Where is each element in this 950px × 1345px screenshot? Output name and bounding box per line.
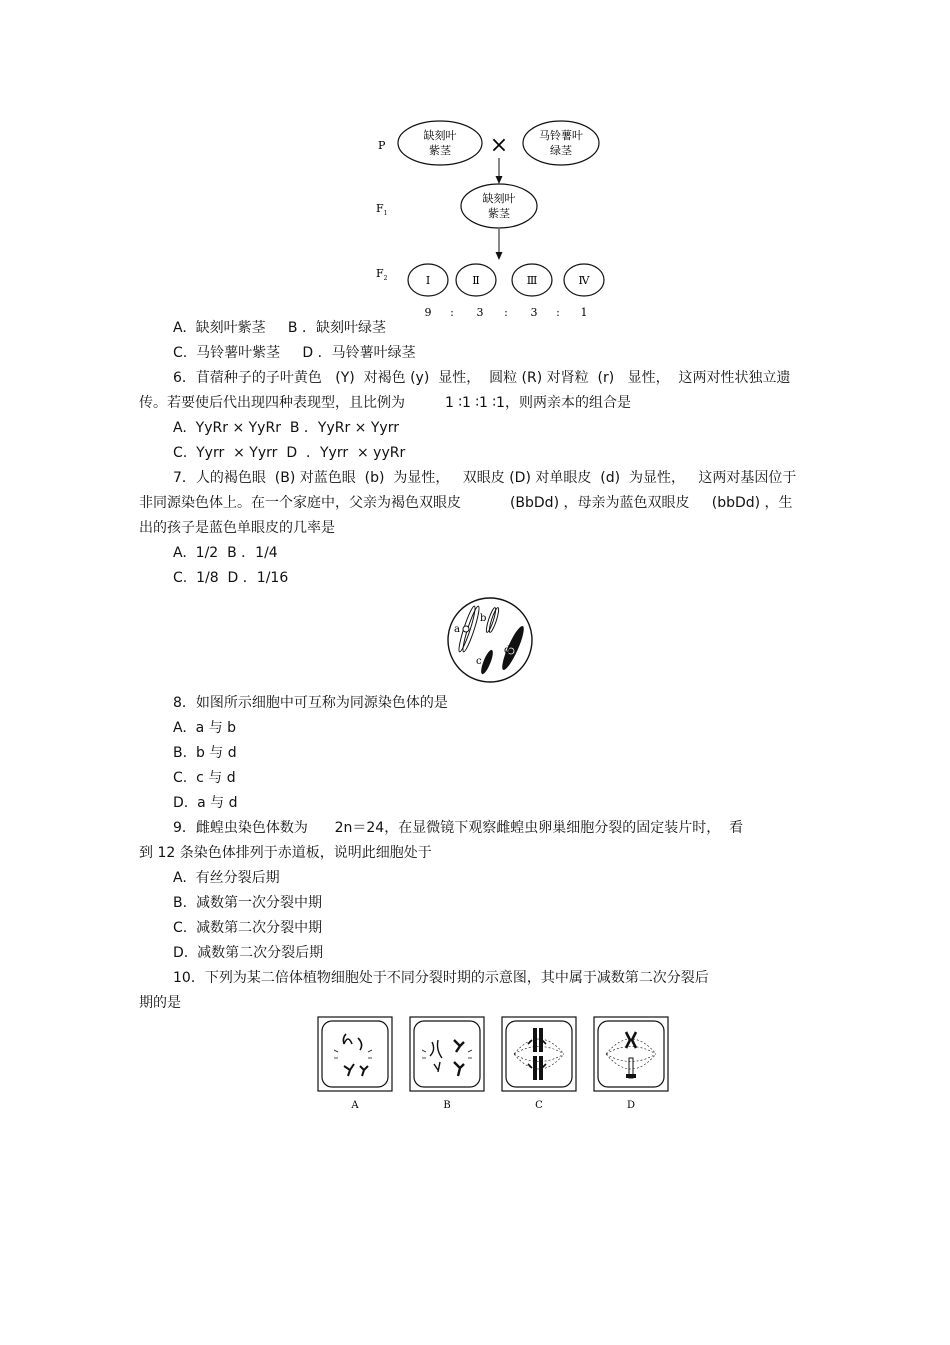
q6-options-ab: A. YyRr × YyRr B ．YyRr × Yyrr — [173, 420, 399, 436]
cross-diagram — [360, 108, 620, 320]
ratio-6: 1 — [580, 306, 588, 319]
q5-options-row2: C. 马铃薯叶紫茎 D ．马铃薯叶绿茎 — [173, 345, 416, 361]
f2-type-3: Ⅲ — [526, 274, 538, 287]
plant-cell-b — [410, 1017, 484, 1091]
ratio-5: : — [556, 306, 560, 319]
plant-cell-d — [594, 1017, 668, 1091]
plant-cell-a — [318, 1017, 392, 1091]
parent1-line1: 缺刻叶 — [423, 129, 457, 142]
figure-label-d: D — [626, 1100, 636, 1111]
q8-option-c: C. c 与 d — [173, 770, 236, 786]
q7-options-cd: C. 1/8 D ．1/16 — [173, 570, 289, 586]
q8-option-a: A. a 与 b — [173, 720, 237, 736]
ratio-3: : — [504, 306, 508, 319]
gen-f1-label: $F_1$ — [376, 202, 388, 217]
label-c: c — [476, 656, 482, 667]
cross-symbol: × — [489, 133, 509, 158]
f1-line1: 缺刻叶 — [482, 192, 516, 205]
figure-label-b: B — [443, 1100, 451, 1111]
q7-stem-line3: 出的孩子是蓝色单眼皮的几率是 — [139, 520, 335, 536]
parent2-oval — [523, 121, 599, 165]
plant-cell-c — [502, 1017, 576, 1091]
q9-stem-line2: 到 12 条染色体排列于赤道板，说明此细胞处于 — [139, 845, 432, 861]
label-d: d — [504, 645, 511, 656]
q10-stem-line2: 期的是 — [139, 995, 181, 1011]
ratio-2: 3 — [476, 306, 484, 319]
q7-options-ab: A. 1/2 B ．1/4 — [173, 545, 278, 561]
cell-diagram — [444, 596, 536, 686]
q9-option-b: B. 减数第一次分裂中期 — [173, 895, 322, 911]
ratio-0: 9 — [424, 306, 432, 319]
label-b: b — [480, 613, 487, 624]
parent2-line2: 绿茎 — [550, 144, 572, 157]
label-a: a — [454, 624, 460, 635]
f2-type-1: Ⅰ — [425, 274, 431, 287]
q6-options-cd: C. Yyrr × Yyrr D ．Yyrr × yyRr — [173, 445, 406, 461]
q9-option-c: C. 减数第二次分裂中期 — [173, 920, 323, 936]
q9-option-d: D. 减数第二次分裂后期 — [173, 945, 324, 961]
gen-f2-label: $F_2$ — [376, 267, 388, 282]
arrow-head-p-f1 — [496, 176, 503, 184]
q10-stem-line1: 10．下列为某二倍体植物细胞处于不同分裂时期的示意图，其中属于减数第二次分裂后 — [173, 970, 709, 986]
arrow-head-f1-f2 — [496, 252, 503, 260]
ratio-4: 3 — [530, 306, 538, 319]
q7-stem-line2: 非同源染色体上。在一个家庭中，父亲为褐色双眼皮 (BbDd) ，母亲为蓝色双眼皮 (bbDd) ，生 — [139, 495, 793, 511]
q8-option-b: B. b 与 d — [173, 745, 237, 761]
figure-label-a: A — [351, 1100, 359, 1111]
q6-stem-line2: 传。若要使后代出现四种表现型，且比例为 1 ∶1 ∶1 ∶1，则两亲本的组合是 — [139, 395, 631, 411]
centromere-a — [463, 626, 469, 632]
parent1-oval — [398, 121, 482, 165]
q5-options-row1: A. 缺刻叶紫茎 B ．缺刻叶绿茎 — [173, 320, 386, 336]
plant-cells-figure — [314, 1014, 670, 1114]
q8-stem: 8．如图所示细胞中可互称为同源染色体的是 — [173, 695, 448, 711]
ratio-1: : — [450, 306, 454, 319]
q9-option-a: A. 有丝分裂后期 — [173, 870, 280, 886]
f1-line2: 紫茎 — [488, 207, 510, 220]
parent1-line2: 紫茎 — [429, 144, 451, 157]
q7-stem-line1: 7．人的褐色眼 (B) 对蓝色眼 (b) 为显性， 双眼皮 (D) 对单眼皮 (d) 为显性， 这两对基因位于 — [173, 470, 797, 486]
parent2-line1: 马铃薯叶 — [539, 129, 583, 142]
f2-type-4: Ⅳ — [578, 274, 590, 287]
gen-p-label: P — [378, 139, 386, 152]
f2-type-2: Ⅱ — [472, 274, 480, 287]
chromosome-d — [499, 624, 528, 672]
q8-option-d: D. a 与 d — [173, 795, 238, 811]
figure-label-c: C — [535, 1100, 543, 1111]
f1-oval — [461, 184, 537, 228]
q9-stem-line1: 9．雌蝗虫染色体数为 2n＝24，在显微镜下观察雌蝗虫卵巢细胞分裂的固定装片时， 看 — [173, 820, 744, 836]
q6-stem-line1: 6．苜蓿种子的子叶黄色 (Y) 对褐色 (y) 显性， 圆粒 (R) 对肾粒 (r) 显性， 这两对性状独立遗 — [173, 370, 791, 386]
